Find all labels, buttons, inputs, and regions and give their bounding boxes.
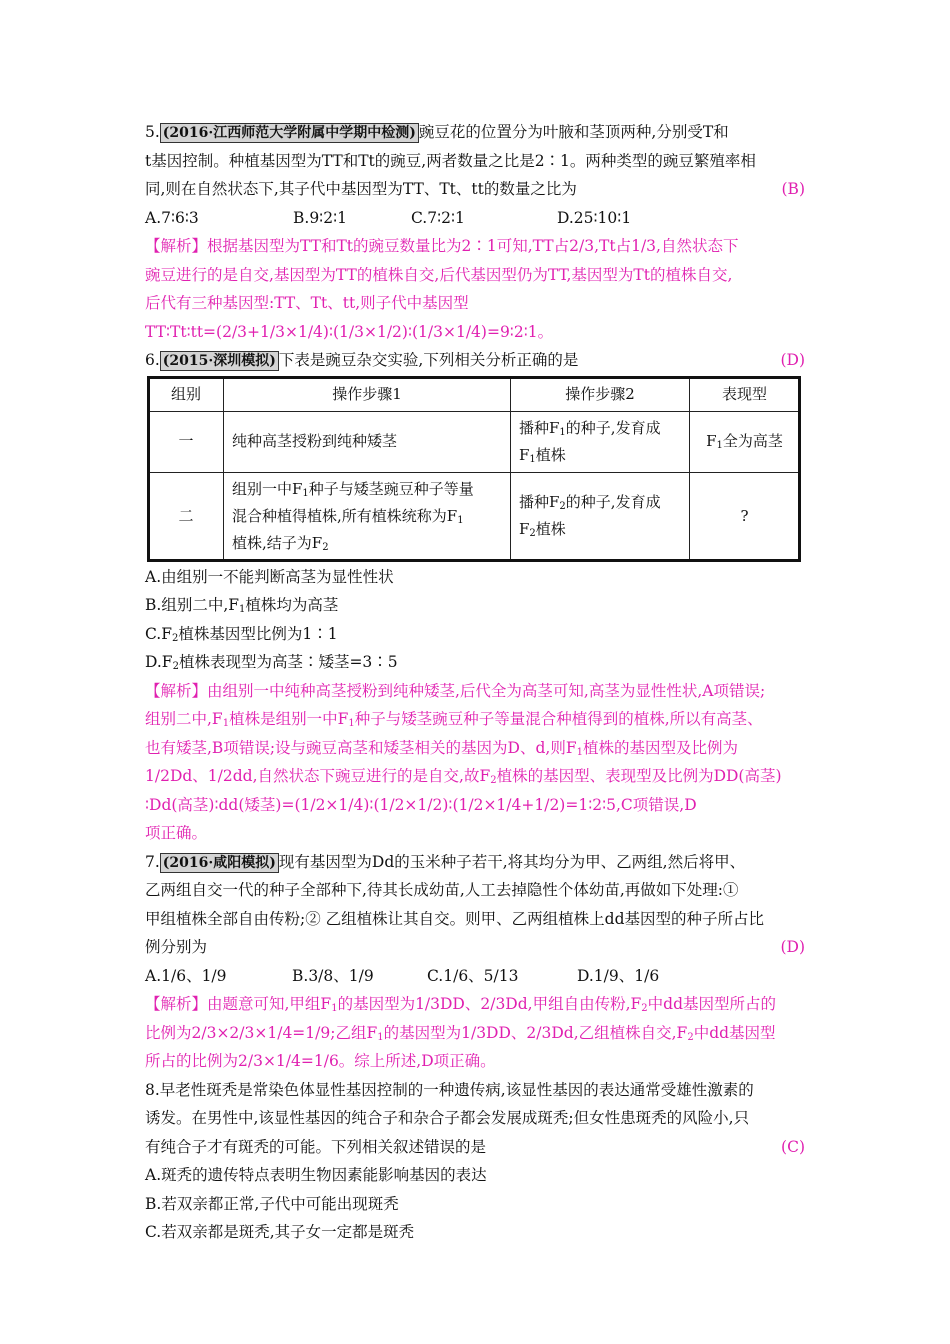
experiment-table	[148, 377, 800, 561]
q7-stem-3: 甲组植株全部自由传粉;② 乙组植株让其自交。则甲、乙两组植株上dd基因型的种子所占比	[145, 909, 764, 928]
table-row	[149, 411, 800, 472]
q6-option-d: $D.F_2$植株表现型为高茎∶矮茎=3∶5	[145, 653, 398, 672]
table-header: 操作步骤1	[224, 377, 511, 411]
row2-step1: 组别一中$F_1$种子与矮茎豌豆种子等量 混合种植得植株,所有植株统称为$F_1$ 植株,结子为$F_2$	[224, 472, 511, 560]
row2-group: 二	[149, 472, 224, 560]
q5-option-c: C.7∶2∶1	[411, 208, 465, 227]
q7-options	[145, 962, 805, 991]
q6-source-tag: (2015·深圳模拟)	[160, 351, 279, 371]
q5-stem-1: 豌豆花的位置分为叶腋和茎顶两种,分别受T和	[418, 123, 729, 141]
q7-stem-4: 例分别为	[145, 938, 208, 956]
q6-answer: (D)	[780, 351, 805, 369]
table-header: 组别	[149, 377, 224, 411]
q7-line-1	[145, 848, 805, 877]
row2-step2: 播种$F_2$的种子,发育成 $F_2$植株	[511, 472, 690, 560]
row2-phenotype: ?	[690, 472, 800, 560]
q5-option-a: A.7∶6∶3	[145, 208, 199, 227]
table-header: 表现型	[690, 377, 800, 411]
q8-stem-2: 诱发。在男性中,该显性基因的纯合子和杂合子都会发展成斑秃;但女性患斑秃的风险小,只	[145, 1109, 750, 1127]
q5-line-1	[145, 118, 805, 147]
q5-option-b: B.9∶2∶1	[293, 208, 347, 227]
q7-stem-2: 乙两组自交一代的种子全部种下,待其长成幼苗,人工去掉隐性个体幼苗,再做如下处理:①	[145, 881, 739, 899]
q8-stem-1: 8.早老性斑秃是常染色体显性基因控制的一种遗传病,该显性基因的表达通常受雄性激素的	[145, 1080, 754, 1099]
q6-analysis-5: ∶Dd(高茎)∶dd(矮茎)=(1/2×1/4)∶(1/2×1/2)∶(1/2×1/4+1/2)=1∶2∶5,C项错误,D	[145, 795, 697, 814]
table-header-row	[149, 377, 800, 411]
q7-analysis-1: 【解析】由题意可知,甲组$F_1$的基因型为1/3DD、2/3Dd,甲组自由传粉$,F_2$中dd基因型所占的	[145, 995, 777, 1014]
q7-number: 7.	[145, 852, 160, 871]
q5-analysis-2: 豌豆进行的是自交,基因型为TT的植株自交,后代基因型仍为TT,基因型为Tt的植株自交,	[145, 265, 733, 284]
q5-stem-2: t基因控制。种植基因型为TT和Tt的豌豆,两者数量之比是2∶1。两种类型的豌豆繁殖率相	[145, 151, 756, 170]
row1-phenotype: $F_1$全为高茎	[690, 411, 800, 472]
q6-analysis-4: 1/2Dd、1/2dd,自然状态下豌豆进行的是自交,故$F_2$植株的基因型、表现型及比例为DD(高茎)	[145, 767, 782, 786]
q7-answer: (D)	[780, 938, 805, 956]
q6-option-a: A.由组别一不能判断高茎为显性性状	[145, 567, 394, 586]
q5-analysis-1: 【解析】根据基因型为TT和Tt的豌豆数量比为2∶1可知,TT占2/3,Tt占1/3,自然状态下	[145, 237, 739, 255]
table-header: 操作步骤2	[511, 377, 690, 411]
q6-line-1	[145, 346, 805, 375]
row1-step2: 播种$F_1$的种子,发育成 $F_1$植株	[511, 411, 690, 472]
q7-analysis-2: 比例为2/3×2/3×1/4=1/9;乙组$F_1$的基因型为1/3DD、2/3Dd,乙组植株自交$,F_2$中dd基因型	[145, 1023, 776, 1043]
q7-source-tag: (2016·咸阳模拟)	[160, 853, 279, 873]
q8-stem-3: 有纯合子才有斑秃的可能。下列相关叙述错误的是	[145, 1137, 487, 1156]
q6-stem: 下表是豌豆杂交实验,下列相关分析正确的是	[278, 351, 579, 369]
row1-step1: 纯种高茎授粉到纯种矮茎	[224, 411, 511, 472]
q6-analysis-2: 组别二中$,F_1$植株是组别一中$F_1$种子与矮茎豌豆种子等量混合种植得到的植株,所以有高茎、	[145, 710, 763, 729]
q6-analysis-6: 项正确。	[145, 824, 208, 842]
q5-line-2	[145, 147, 805, 176]
q8-option-a: A.斑秃的遗传特点表明生物因素能影响基因的表达	[145, 1166, 487, 1184]
q8-option-b: B.若双亲都正常,子代中可能出现斑秃	[145, 1194, 399, 1213]
q6-analysis-1: 【解析】由组别一中纯种高茎授粉到纯种矮茎,后代全为高茎可知,高茎为显性性状,A项错误;	[145, 681, 766, 700]
q5-source-tag: (2016·江西师范大学附属中学期中检测)	[160, 123, 419, 143]
q7-option-b: B.3/8、1/9	[292, 966, 374, 985]
q5-analysis-4: TT∶Tt∶tt=(2/3+1/3×1/4)∶(1/3×1/2)∶(1/3×1/4)=9∶2∶1。	[145, 322, 554, 341]
q5-line-3	[145, 175, 805, 204]
q5-option-d: D.25∶10∶1	[557, 208, 632, 227]
q5-analysis-3: 后代有三种基因型:TT、Tt、tt,则子代中基因型	[145, 294, 469, 312]
q6-option-b: B.组别二中$,F_1$植株均为高茎	[145, 596, 339, 615]
q7-line-4	[145, 933, 805, 962]
row1-group: 一	[149, 411, 224, 472]
q5-answer: (B)	[781, 180, 805, 198]
q7-stem-1: 现有基因型为Dd的玉米种子若干,将其均分为甲、乙两组,然后将甲、	[278, 852, 746, 871]
q6-number: 6.	[145, 351, 160, 369]
q8-answer: (C)	[781, 1137, 805, 1156]
table-row	[149, 472, 800, 560]
q8-option-c: C.若双亲都是斑秃,其子女一定都是斑秃	[145, 1223, 415, 1241]
q6-option-c: $C.F_2$植株基因型比例为1∶1	[145, 624, 338, 644]
q5-stem-3: 同,则在自然状态下,其子代中基因型为TT、Tt、tt的数量之比为	[145, 180, 577, 198]
q5-options	[145, 204, 805, 233]
q7-option-c: C.1/6、5/13	[427, 966, 519, 985]
q6-analysis-3: 也有矮茎,B项错误;设与豌豆高茎和矮茎相关的基因为D、d,则$F_1$植株的基因型及比例为	[145, 738, 738, 758]
q7-option-d: D.1/9、1/6	[577, 966, 660, 985]
document-body	[145, 118, 805, 1247]
q8-line-3	[145, 1133, 805, 1162]
q7-option-a: A.1/6、1/9	[145, 966, 227, 985]
q5-number: 5.	[145, 123, 160, 141]
q7-analysis-3: 所占的比例为2/3×1/4=1/6。综上所述,D项正确。	[145, 1052, 496, 1070]
